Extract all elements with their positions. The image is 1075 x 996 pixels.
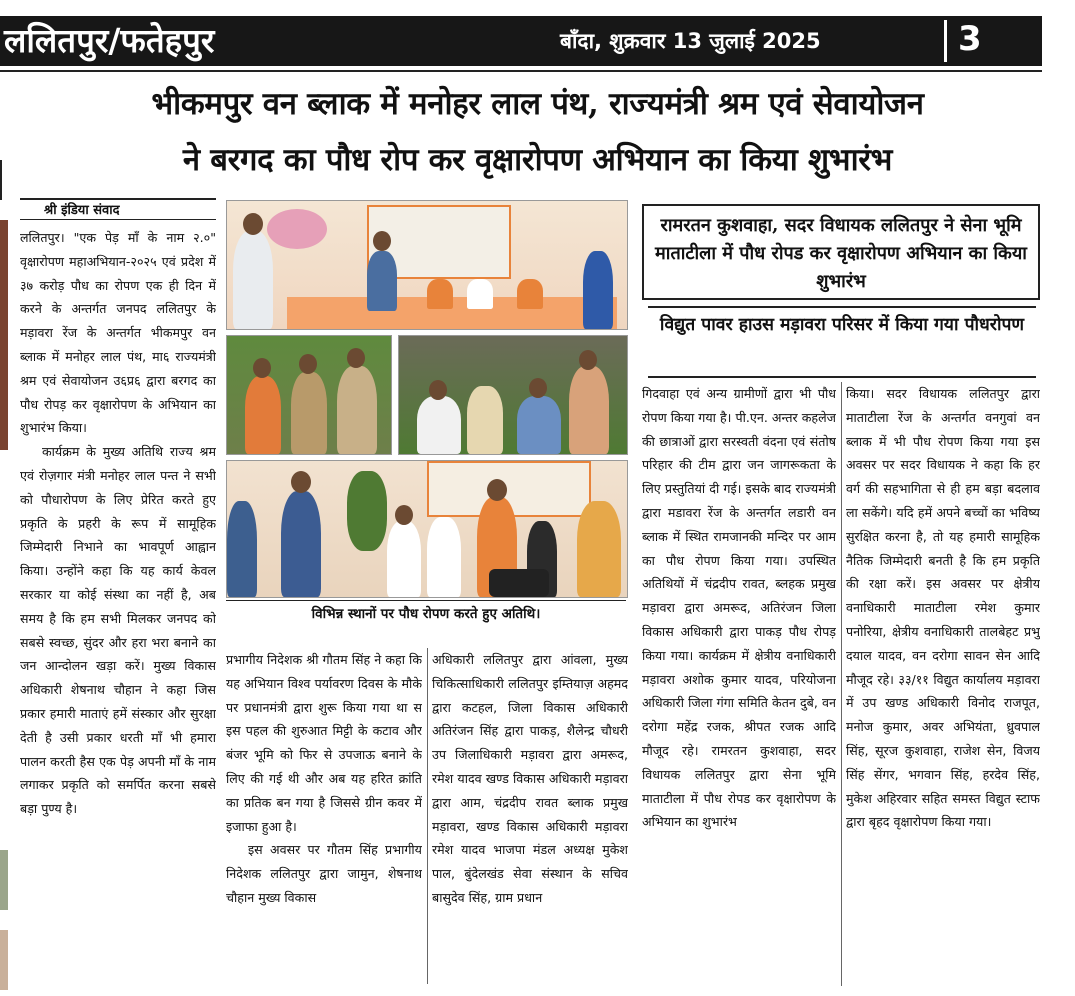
photo-caption: विभिन्न स्थानों पर पौध रोपण करते हुए अतिथि। (226, 600, 626, 627)
subhead-rule (648, 306, 1036, 308)
column-1-paragraph-2: कार्यक्रम के मुख्य अतिथि राज्य श्रम एवं रोज़गार मंत्री मनोहर लाल पन्त ने सभी को पौधारोपण के लिए प्रेरित करते हुए प्रकृति के प्रहरी के रूप में सामूहिक जिम्मेदारी निभाने का भावपूर्ण आह्वान किया। उन्होंने कहा कि यह कार्य केवल सरकार या कोई संस्था का नहीं है, अब समय है कि हम सभी मिलकर जनपद को सबसे स्वच्छ, सुंदर और हरा भरा बनाने का जन आन्दोलन खड़ा करें। मुख्य विकास अधिकारी शेषनाथ चौहान ने कहा जिस प्रकार हमारी माताएं हमें संस्कार और सुरक्षा देती है उसी प्रकार धरती माँ भी हमारा पालन करती हैस एक पेड़ अपनी माँ के नाम लगाकर प्रकृति को समर्पित करना सबसे बड़ा पुण्य है। (20, 444, 216, 817)
article-column-1 (20, 226, 216, 986)
article-column-2 (226, 648, 422, 988)
column-4-paragraph-1: गिदवाहा एवं अन्य ग्रामीणों द्वारा भी पौध रोपण किया गया है। पी.एन. अन्तर कहलेज की छात्राओं द्वारा सरस्वती वंदना एवं संतोष परिहार की टीम द्वारा जन जागरूकता के लिए प्रस्तुतियां दी गई। इसके बाद राज्यमंत्री द्वारा मडावरा रेंज के अन्तर्गत लडारी वन ब्लाक में स्थित रामजानकी मन्दिर पर आम का पौध रोपण किया गया। उपस्थित अतिथियों में चंद्रदीप रावत, ब्लहक प्रमुख मड़ावरा द्वारा अमरूद, अतिरंजन जिला विकास अधिकारी द्वारा पाकड़ पौध रोपड़ किया गया। कार्यक्रम में क्षेत्रीय वनाधिकारी मड़ावरा अशोक कुमार यादव, परियोजना अधिकारी जिला गंगा समिति केतन दुबे, वन दरोगा महेंद्र रजक, श्रीपत रजक आदि मौजूद रहे। रामरतन कुशवाहा, सदर विधायक ललितपुर द्वारा सेना भूमि माताटीला में पौध रोपड कर वृक्षारोपण के अभियान का शुभारंभ (642, 386, 836, 830)
photo-planting-left (226, 335, 392, 455)
column-2-paragraph-1: प्रभागीय निदेशक श्री गौतम सिंह ने कहा कि यह अभियान विश्व पर्यावरण दिवस के मौके पर प्रधानमंत्री द्वारा शुरू किया गया था स इस पहल की शुरुआत मिट्टी के कटाव और बंजर भूमि को फिर से उपजाऊ बनाने के लिए की गई थी और अब यह हरित क्रांति का प्रतिक बन गया है जिससे ग्रीन कवर में इजाफा हुआ है। (226, 652, 422, 834)
photo-group-with-plant (226, 460, 628, 598)
headline-line-1: भीकमपुर वन ब्लाक में मनोहर लाल पंथ, राज्यमंत्री श्रम एवं सेवायोजन (151, 86, 924, 122)
left-edge-fragment (0, 160, 8, 996)
masthead-rule (0, 70, 1042, 72)
column-divider (427, 648, 428, 984)
column-3-paragraph-1: अधिकारी ललितपुर द्वारा आंवला, मुख्य चिकित्साधिकारी ललितपुर इम्तियाज़ अहमद द्वारा कटहल, जिला विकास अधिकारी अतिरंजन सिंह द्वारा पाकड़, शैलेन्द्र चौधरी उप जिलाधिकारी मड़ावरा द्वारा अमरूद, रमेश यादव खण्ड विकास अधिकारी मड़ावरा द्वारा आम, चंद्रदीप रावत ब्लाक प्रमुख मड़ावरा, खण्ड विकास अधिकारी मड़ावरा रमेश यादव भाजपा मंडल अध्यक्ष मुकेश पाल, बुंदेलखंड सेवा संस्थान के सचिव बासुदेव सिंह, ग्राम प्रधान (432, 652, 628, 905)
byline: श्री इंडिया संवाद (20, 198, 216, 220)
photo-planting-right (398, 335, 628, 455)
photo-stage-event (226, 200, 628, 330)
article-column-3 (432, 648, 628, 988)
masthead-separator (944, 20, 947, 62)
box-headline: रामरतन कुशवाहा, सदर विधायक ललितपुर ने सेना भूमि माताटीला में पौध रोपड कर वृक्षारोपण अभियान का किया शुभारंभ (642, 204, 1040, 300)
column-2-paragraph-2: इस अवसर पर गौतम सिंह प्रभागीय निदेशक ललितपुर द्वारा जामुन, शेषनाथ चौहान मुख्य विकास (226, 842, 422, 905)
headline-line-2: ने बरगद का पौध रोप कर वृक्षारोपण अभियान का किया शुभारंभ (182, 142, 893, 178)
masthead-region: ललितपुर/फतेहपुर (4, 21, 215, 60)
column-1-paragraph-1: ललितपुर। "एक पेड़ माँ के नाम २.०" वृक्षारोपण महाअभियान-२०२५ एवं प्रदेश में ३७ करोड़ पौध का रोपण एक ही दिन में करने के अन्तर्गत जनपद ललितपुर के मड़ावरा रेंज के अन्तर्गत भीकमपुर वन ब्लाक में मनोहर लाल पंथ, मा६ राज्यमंत्री श्रम एवं सेवायोजन उ६प्र६ द्वारा बरगद का पौध रोपड़ कर वृक्षारोपण के अभियान का शुभारंभ किया। (20, 230, 216, 436)
masthead-dateline: बाँदा, शुक्रवार 13 जुलाई 2025 (560, 29, 821, 53)
box-subhead: विद्युत पावर हाउस मड़ावरा परिसर में किया गया पौधरोपण (648, 310, 1036, 378)
article-column-4 (642, 382, 836, 988)
page-number: 3 (958, 19, 982, 59)
column-divider (841, 382, 842, 986)
column-5-paragraph-1: किया। सदर विधायक ललितपुर द्वारा माताटीला रेंज के अन्तर्गत वनगुवां वन ब्लाक में भी पौध रोपण किया गया इस अवसर पर सदर विधायक ने कहा कि हर वर्ग की सहभागिता से ही हम बड़ा बदलाव ला सकेंगे। यदि हमें अपने बच्चों का भविष्य सुरक्षित करना है, तो यह हमारी सामूहिक नैतिक जिम्मेदारी बनती है कि हम प्रकृति की रक्षा करें। इस अवसर पर क्षेत्रीय वनाधिकारी माताटीला रमेश कुमार पनोरिया, क्षेत्रीय वनाधिकारी तालबेहट प्रभु दयाल यादव, वन दरोगा सावन सेन आदि मौजूद रहे। ३३/११ विद्युत कार्यालय मड़ावरा में उप खण्ड अधिकारी विनोद राजपूत, मनोज कुमार, अवर अभियंता, ध्रुवपाल सिंह, सूरज कुशवाहा, राजेश सेन, विजय सिंह सेंगर, भगवान सिंह, हरदेव सिंह, मुकेश अहिरवार सहित समस्त विद्युत स्टाफ द्वारा बृहद वृक्षारोपण किया गया। (846, 386, 1040, 830)
article-column-5 (846, 382, 1040, 988)
